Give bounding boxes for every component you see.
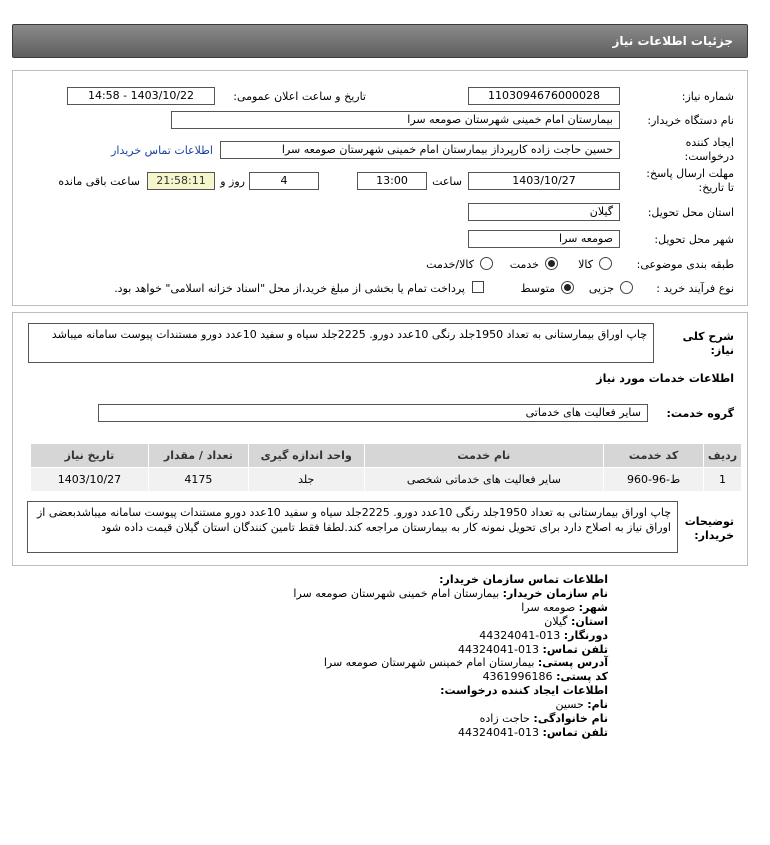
city-label: شهر محل تحویل:	[654, 233, 734, 246]
category-goods-label: کالا	[578, 258, 593, 271]
summary-label-2: نیاز:	[710, 344, 734, 357]
cell-quantity: 4175	[148, 468, 248, 492]
creator-name-label: نام:	[587, 698, 608, 712]
contact-province-label: استان:	[571, 614, 608, 628]
buyer-org-label: نام دستگاه خریدار:	[647, 114, 734, 127]
requester-label-2: درخواست:	[684, 150, 734, 163]
summary-field: چاپ اوراق بیمارستانی به تعداد 1950جلد رنگی 10عدد دورو. 2225جلد سیاه و سفید 10عدد دورو مستندات پیوست سامانه میباشد	[28, 323, 654, 363]
contact-city: صومعه سرا	[521, 600, 576, 614]
category-goods-service-label: کالا/خدمت	[426, 258, 474, 271]
province-field: گیلان	[468, 203, 620, 221]
creator-family-label: نام خانوادگی:	[533, 712, 608, 726]
creator-name: حسین	[555, 698, 584, 712]
remaining-time-label: ساعت باقی مانده	[58, 175, 140, 188]
service-group-field: سایر فعالیت های خدماتی	[98, 404, 648, 422]
announce-date-label: تاریخ و ساعت اعلان عمومی:	[233, 90, 366, 103]
page-title-bar	[12, 24, 748, 58]
creator-phone: 013-44324041	[458, 725, 540, 739]
purchase-minor-label: جزیی	[588, 282, 614, 295]
contact-section-title: اطلاعات تماس سازمان خریدار:	[439, 573, 608, 586]
days-label: روز و	[220, 175, 245, 188]
contact-address: بیمارستان امام خمینس شهرستان صومعه سرا	[323, 656, 535, 670]
col-unit-header: واحد اندازه گیری	[248, 444, 364, 468]
category-service-radio[interactable]	[545, 257, 558, 270]
summary-label-1: شرح کلی	[682, 330, 734, 343]
service-group-label: گروه خدمت:	[666, 407, 734, 420]
requester-field: حسین حاجت زاده کارپرداز بیمارستان امام خمینی شهرستان صومعه سرا	[220, 141, 620, 159]
requester-label-1: ایجاد کننده	[685, 136, 734, 149]
cell-row: 1	[704, 468, 742, 492]
contact-fax-label: دورنگار:	[563, 628, 608, 642]
need-number-label: شماره نیاز:	[681, 90, 734, 103]
buyer-notes-label-1: توضیحات	[684, 515, 734, 528]
treasury-payment-checkbox[interactable]	[472, 281, 484, 293]
cell-date: 1403/10/27	[31, 468, 149, 492]
deadline-time-field: 13:00	[357, 172, 427, 190]
cell-name: سایر فعالیت های خدماتی شخصی	[364, 468, 604, 492]
creator-phone-label: تلفن تماس:	[542, 725, 608, 739]
page-title: جزئیات اطلاعات نیاز	[612, 34, 733, 48]
remaining-time-field: 21:58:11	[147, 172, 215, 190]
purchase-medium-label: متوسط	[520, 282, 555, 295]
need-number-field: 1103094676000028	[468, 87, 620, 105]
creator-family: حاجت زاده	[479, 712, 530, 726]
buyer-notes-field: چاپ اوراق بیمارستانی به تعداد 1950جلد رنگی 10عدد دورو. 2225جلد سیاه و سفید 10عدد دورو مستندات پیوست سامانه میباشدبعضی از اوراق نیاز به اصلاح دارد برای تحویل نمونه کار به بیمارستان مراجعه کند.لطفا فقط تامین کنندگان استان گیلان قیمت داده شود	[27, 501, 678, 553]
buyer-org-field: بیمارستان امام خمینی شهرستان صومعه سرا	[171, 111, 620, 129]
buyer-contact-section	[8, 573, 608, 740]
deadline-label-1: مهلت ارسال پاسخ:	[646, 167, 734, 180]
deadline-date-field: 1403/10/27	[468, 172, 620, 190]
services-header: اطلاعات خدمات مورد نیاز	[596, 372, 734, 385]
buyer-contact-link[interactable]: اطلاعات تماس خریدار	[111, 144, 213, 157]
contact-phone: 013-44324041	[458, 642, 540, 656]
col-row-header: ردیف	[704, 444, 742, 468]
category-label: طبقه بندی موضوعی:	[636, 258, 734, 271]
cell-code: ط-96-960	[604, 468, 704, 492]
purchase-minor-radio[interactable]	[620, 281, 633, 294]
province-label: استان محل تحویل:	[647, 206, 734, 219]
deadline-time-label: ساعت	[432, 175, 462, 188]
buyer-notes-label-2: خریدار:	[694, 529, 734, 542]
purchase-type-label: نوع فرآیند خرید :	[656, 282, 734, 295]
category-goods-radio[interactable]	[599, 257, 612, 270]
cell-unit: جلد	[248, 468, 364, 492]
contact-org-label: نام سازمان خریدار:	[502, 586, 608, 600]
remaining-days-field: 4	[249, 172, 319, 190]
col-date-header: تاریخ نیاز	[31, 444, 149, 468]
contact-address-label: آدرس پستی:	[537, 656, 608, 670]
contact-postal: 4361996186	[482, 670, 553, 684]
category-service-label: خدمت	[509, 258, 539, 271]
creator-section-title: اطلاعات ایجاد کننده درخواست:	[440, 684, 608, 698]
category-goods-service-radio[interactable]	[480, 257, 493, 270]
city-field: صومعه سرا	[468, 230, 620, 248]
announce-date-field: 1403/10/22 - 14:58	[67, 87, 215, 105]
contact-org: بیمارستان امام خمینی شهرستان صومعه سرا	[293, 586, 500, 600]
purchase-medium-radio[interactable]	[561, 281, 574, 294]
table-row	[31, 468, 742, 492]
contact-city-label: شهر:	[578, 600, 608, 614]
deadline-label-2: تا تاریخ:	[698, 181, 734, 194]
treasury-payment-note: پرداخت تمام یا بخشی از مبلغ خرید،از محل "اسناد خزانه اسلامی" خواهد بود.	[114, 282, 465, 295]
table-header-row	[31, 444, 742, 468]
contact-postal-label: کد پستی:	[556, 670, 608, 684]
contact-province: گیلان	[544, 614, 568, 628]
col-name-header: نام خدمت	[364, 444, 604, 468]
contact-phone-label: تلفن تماس:	[542, 642, 608, 656]
services-table	[30, 443, 742, 492]
col-code-header: کد خدمت	[604, 444, 704, 468]
col-quantity-header: تعداد / مقدار	[148, 444, 248, 468]
contact-fax: 013-44324041	[479, 628, 561, 642]
